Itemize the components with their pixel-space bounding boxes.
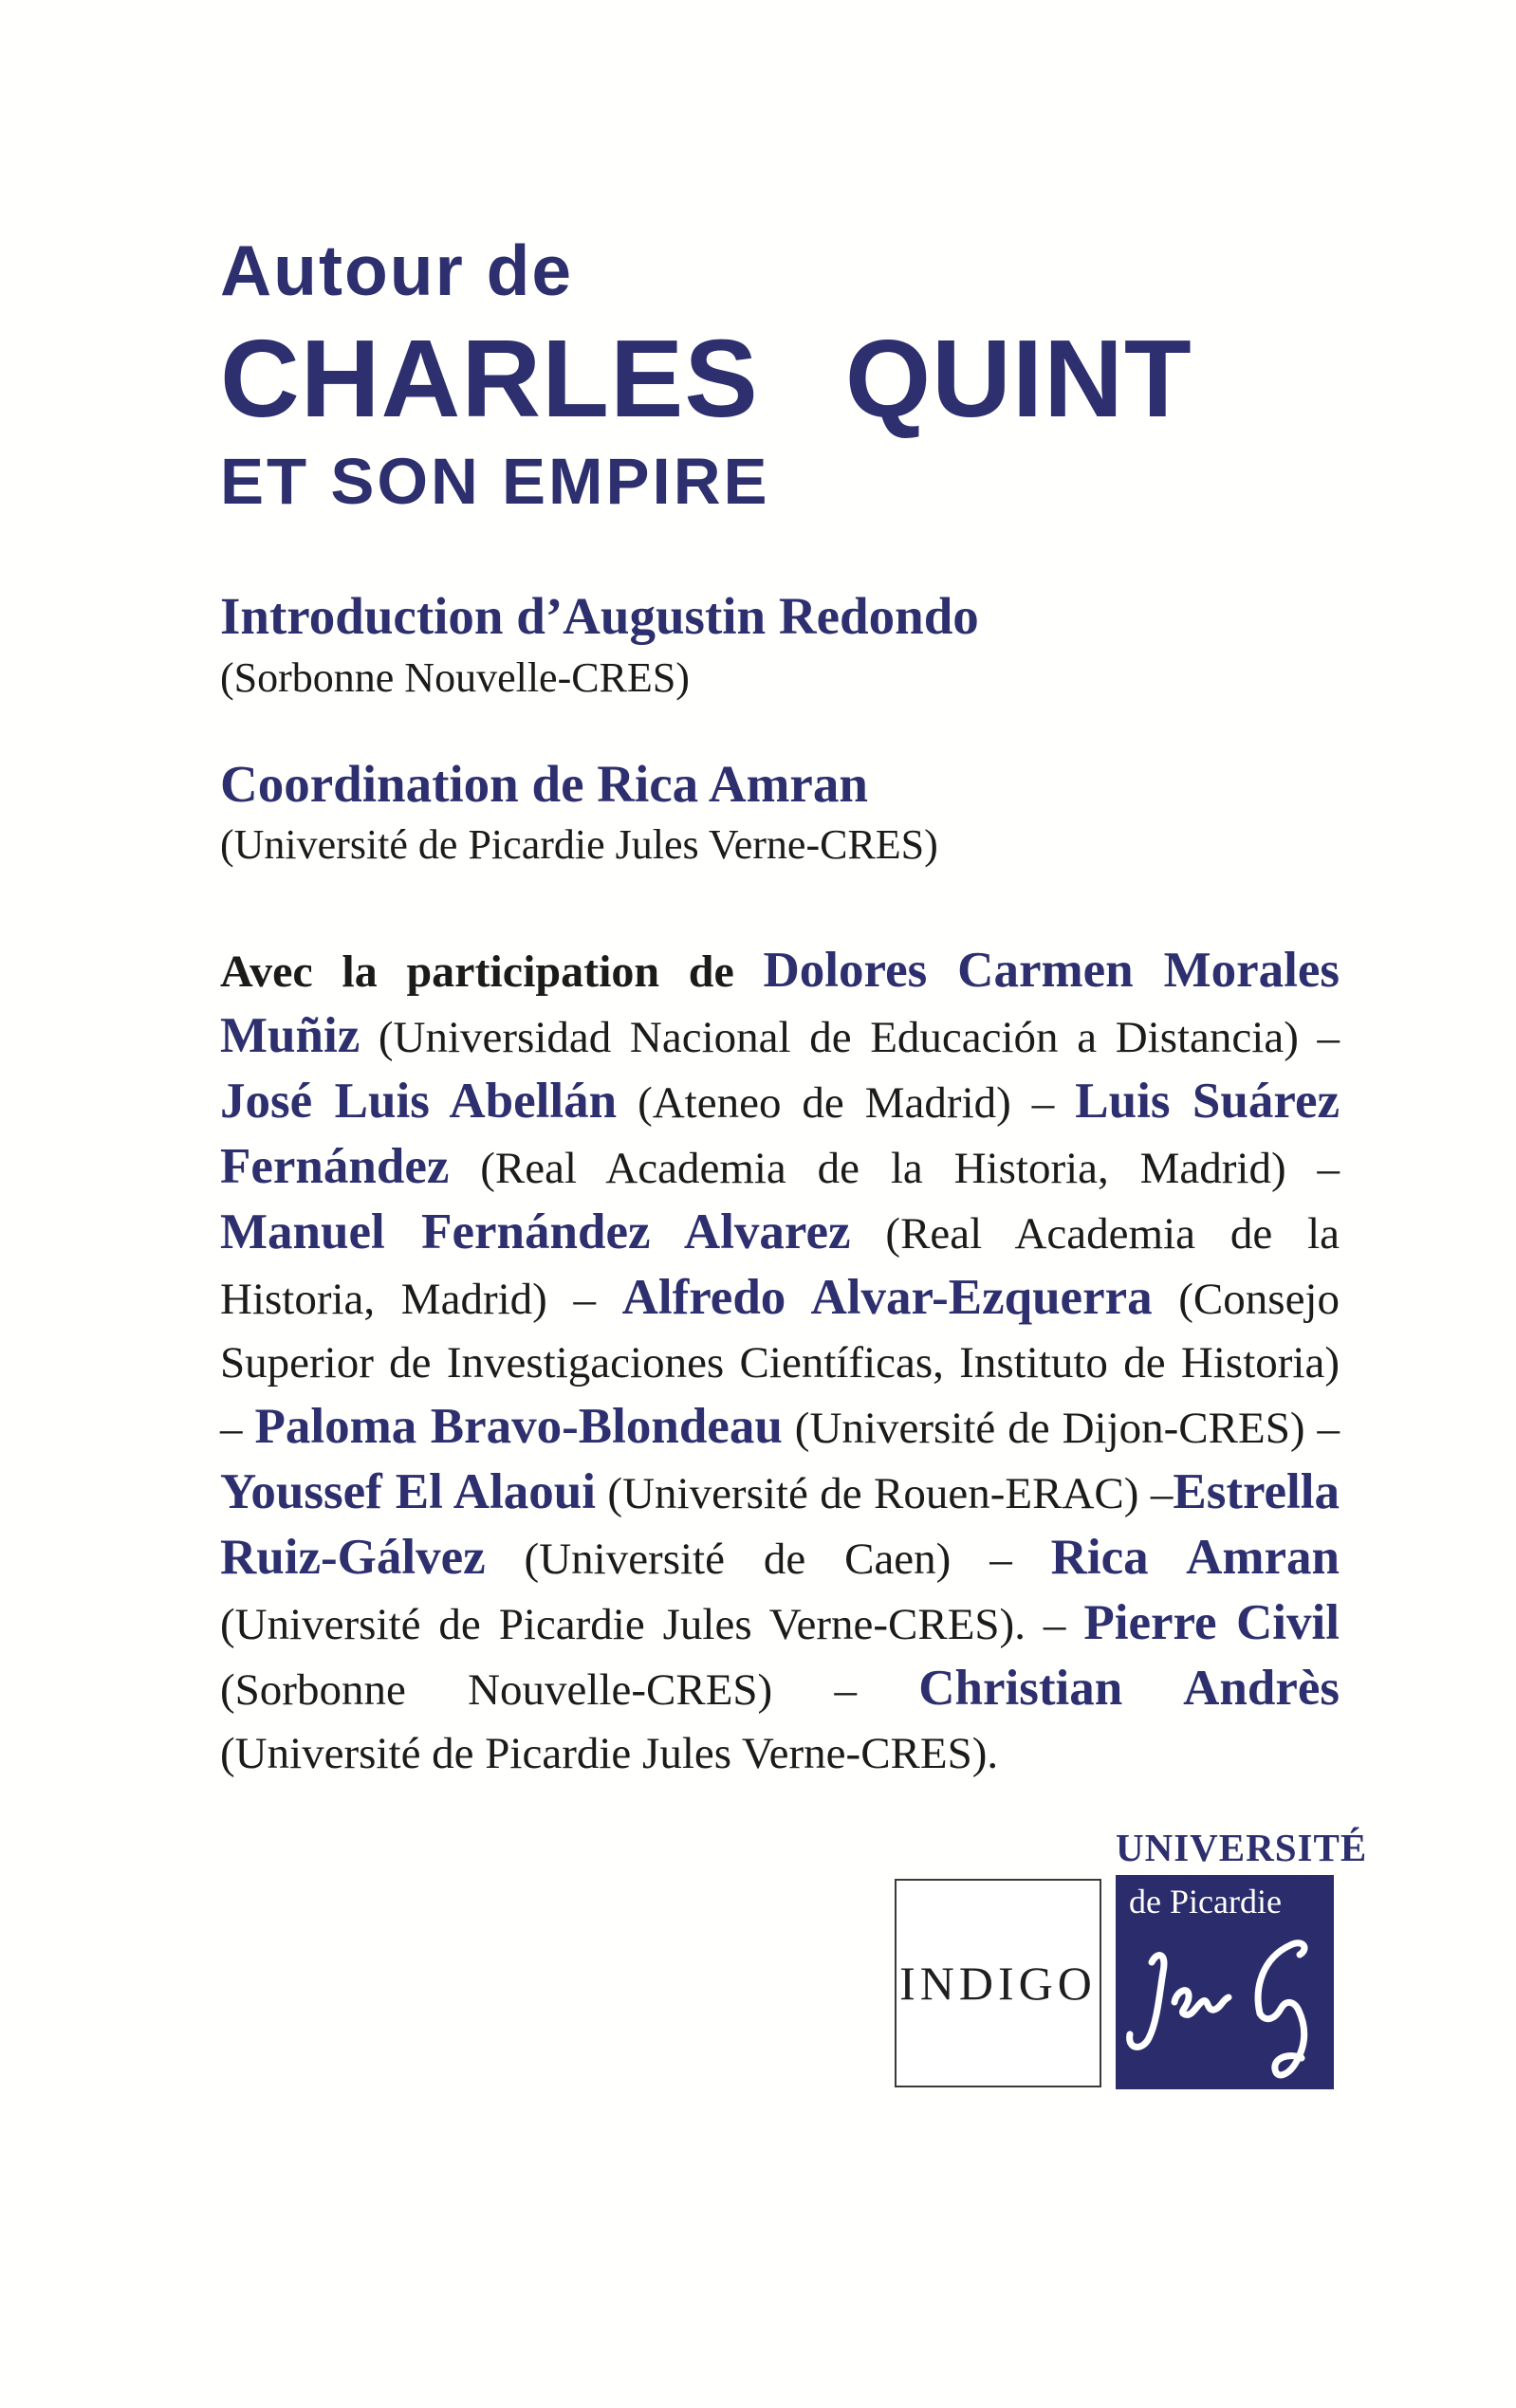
jules-verne-signature-icon [1116, 1934, 1334, 2089]
participant-name: Luis Suárez Fernández [220, 1073, 1340, 1194]
participant-name: José Luis Abellán [220, 1073, 618, 1129]
upjv-logo-region: de Picardie [1129, 1883, 1282, 1921]
participation-text: (Ateneo de Madrid) – [617, 1077, 1076, 1128]
participation-text: (Sorbonne Nouvelle-CRES) – [220, 1664, 919, 1715]
upjv-university-logo [1116, 1826, 1368, 2089]
participation-paragraph [220, 939, 1340, 1786]
indigo-logo-label: INDIGO [899, 1957, 1097, 2010]
participation-text: (Real Academia de la Historia, Madrid) – [449, 1143, 1340, 1193]
upjv-logo-square [1116, 1875, 1334, 2089]
introduction-credit [220, 588, 1340, 701]
participant-name: Rica Amran [1050, 1529, 1340, 1585]
upjv-logo-name: UNIVERSITÉ [1116, 1826, 1368, 1869]
participation-text: (Université de Picardie Jules Verne-CRES). [220, 1728, 999, 1778]
participant-name: Dolores Carmen Morales Muñiz [220, 942, 1340, 1063]
cover-title: CHARLES QUINT [220, 317, 1192, 440]
coordination-affiliation: (Université de Picardie Jules Verne-CRES) [220, 821, 938, 869]
cover-subtitle: ET SON EMPIRE [220, 445, 770, 518]
participation-text: (Universidad Nacional de Educación a Distancia) – [360, 1012, 1340, 1062]
cover-pretitle: Autour de [220, 230, 574, 310]
cover-text-block [220, 230, 1340, 1786]
participation-text: (Université de Picardie Jules Verne-CRES). – [220, 1599, 1084, 1649]
participation-text: (Consejo Superior de Investigaciones Científicas, Instituto de Historia) – [220, 1274, 1340, 1453]
coordination-credit [220, 756, 1340, 869]
participant-name: Alfredo Alvar-Ezquerra [621, 1269, 1153, 1325]
participant-name: Youssef El Alaoui [220, 1463, 596, 1519]
coordination-heading: Coordination de Rica Amran [220, 754, 868, 813]
participation-text: (Université de Caen) – [485, 1534, 1051, 1584]
introduction-heading: Introduction d’Augustin Redondo [220, 587, 979, 645]
participation-text: (Université de Dijon-CRES) – [782, 1403, 1340, 1453]
indigo-publisher-logo [895, 1879, 1101, 2087]
participant-name: Pierre Civil [1083, 1594, 1340, 1650]
participant-name: Manuel Fernández Alvarez [220, 1204, 851, 1259]
participation-text: (Université de Rouen-ERAC) – [596, 1468, 1174, 1518]
participation-text: Avec la participation de [220, 946, 764, 997]
participant-name: Estrella Ruiz-Gálvez [220, 1463, 1340, 1585]
participant-name: Christian Andrès [918, 1660, 1340, 1716]
participation-text: (Real Academia de la Historia, Madrid) – [220, 1208, 1340, 1324]
participant-name: Paloma Bravo-Blondeau [254, 1398, 783, 1454]
introduction-affiliation: (Sorbonne Nouvelle-CRES) [220, 653, 690, 701]
